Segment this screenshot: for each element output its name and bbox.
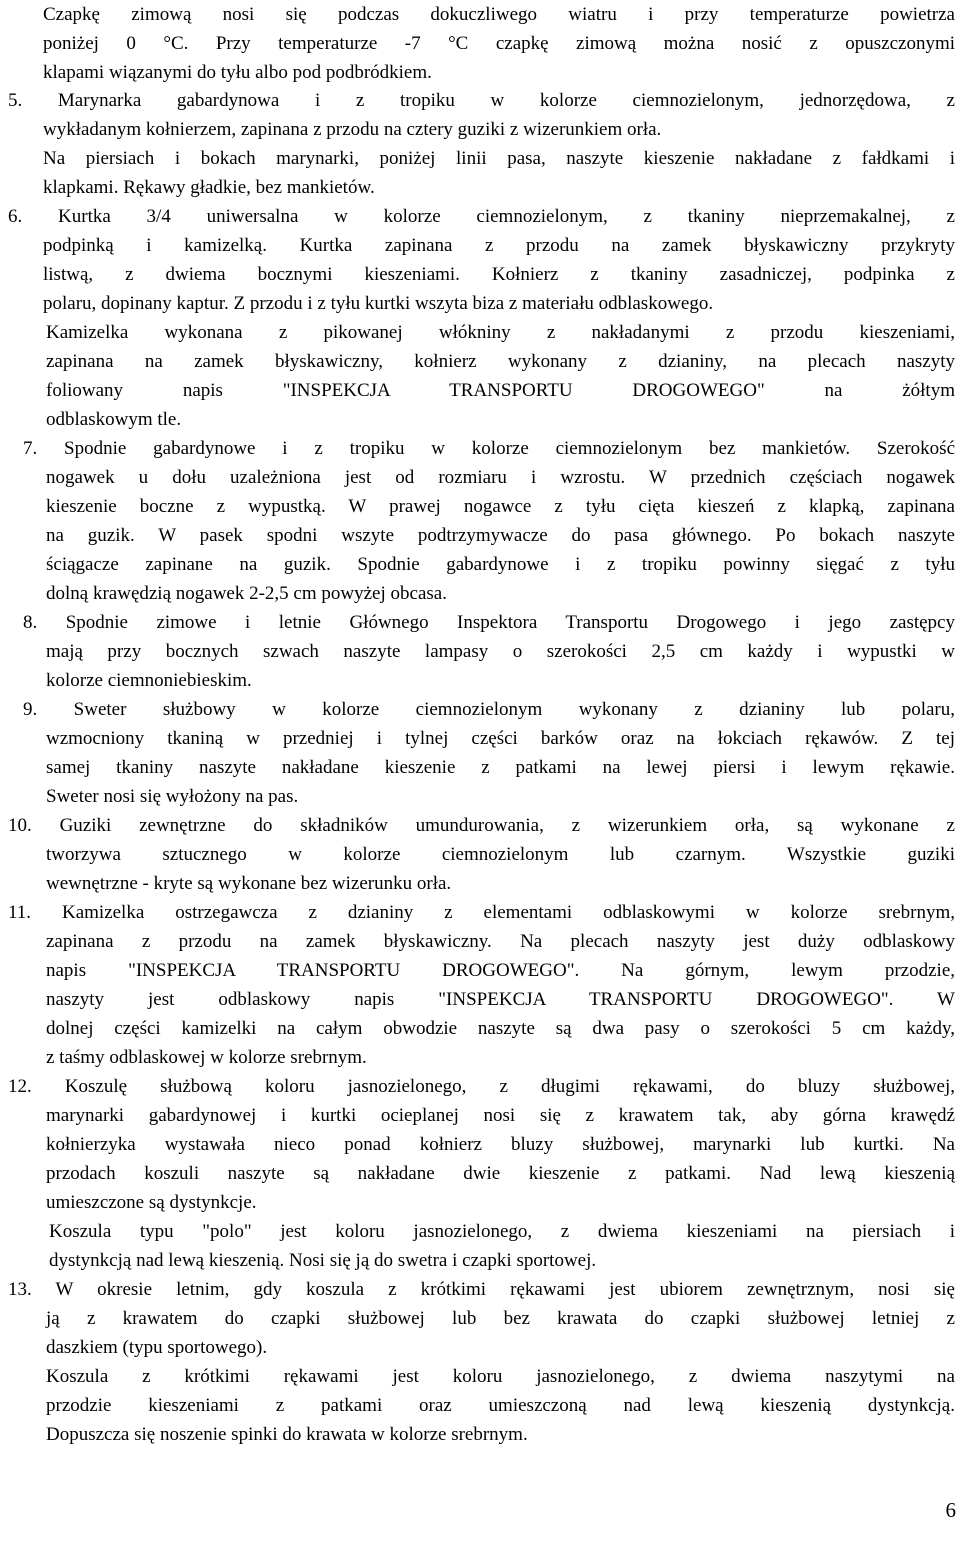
- text-line: napis "INSPEKCJA TRANSPORTU DROGOWEGO". Na górnym, lewym przodzie,: [46, 960, 955, 981]
- text-line: Kamizelka wykonana z pikowanej włókniny z nakładanymi z przodu kieszeniami,: [46, 322, 955, 343]
- text-line: z taśmy odblaskowej w kolorze srebrnym.: [46, 1047, 367, 1068]
- list-item-10: 10. Guziki zewnętrzne do składników umundurowania, z wizerunkiem orła, są wykonane z: [8, 815, 955, 836]
- list-item-6: 6. Kurtka 3/4 uniwersalna w kolorze ciemnozielonym, z tkaniny nieprzemakalnej, z: [8, 206, 955, 227]
- text-line: foliowany napis "INSPEKCJA TRANSPORTU DROGOWEGO" na żółtym: [46, 380, 955, 401]
- text-line: odblaskowym tle.: [46, 409, 182, 430]
- list-item-12: 12. Koszulę służbową koloru jasnozielonego, z długimi rękawami, do bluzy służbowej,: [8, 1076, 955, 1097]
- text-line: umieszczone są dystynkcje.: [46, 1192, 257, 1213]
- text-line: kieszenie boczne z wypustką. W prawej nogawce z tyłu cięta kieszeń z klapką, zapinana: [46, 496, 955, 517]
- text-line: dystynkcją nad lewą kieszenią. Nosi się ją do swetra i czapki sportowej.: [49, 1250, 597, 1271]
- text-line: zapinana z przodu na zamek błyskawiczny. Na plecach naszyty jest duży odblaskowy: [46, 931, 955, 952]
- text-line: klapami wiązanymi do tyłu albo pod podbródkiem.: [43, 62, 432, 83]
- text-line: Dopuszcza się noszenie spinki do krawata w kolorze srebrnym.: [46, 1424, 528, 1445]
- list-item-8: 8. Spodnie zimowe i letnie Głównego Inspektora Transportu Drogowego i jego zastępcy: [23, 612, 955, 633]
- text-line: przodach koszuli naszyte są nakładane dwie kieszenie z patkami. Nad lewą kieszenią: [46, 1163, 955, 1184]
- text-line: kolorze ciemnoniebieskim.: [46, 670, 252, 691]
- text-line: wykładanym kołnierzem, zapinana z przodu na cztery guziki z wizerunkiem orła.: [43, 119, 662, 140]
- text-line: Koszula typu "polo" jest koloru jasnozielonego, z dwiema kieszeniami na piersiach i: [49, 1221, 955, 1242]
- text-line: Na piersiach i bokach marynarki, poniżej linii pasa, naszyte kieszenie nakładane z fałdkami i: [43, 148, 955, 169]
- text-line: przodzie kieszeniami z patkami oraz umieszczoną nad lewą kieszenią dystynkcją.: [46, 1395, 955, 1416]
- text-line: listwą, z dwiema bocznymi kieszeniami. Kołnierz z tkaniny zasadniczej, podpinka z: [43, 264, 955, 285]
- text-line: zapinana na zamek błyskawiczny, kołnierz wykonany z dzianiny, na plecach naszyty: [46, 351, 955, 372]
- text-line: mają przy bocznych szwach naszyte lampasy o szerokości 2,5 cm każdy i wypustki w: [46, 641, 955, 662]
- page-number: 6: [945, 1498, 956, 1522]
- text-line: naszyty jest odblaskowy napis "INSPEKCJA TRANSPORTU DROGOWEGO". W: [46, 989, 955, 1010]
- text-line: Sweter nosi się wyłożony na pas.: [46, 786, 299, 807]
- text-line: kołnierzyka wystawała nieco ponad kołnierz bluzy służbowej, marynarki lub kurtki. Na: [46, 1134, 955, 1155]
- text-line: ściągacze zapinane na guzik. Spodnie gabardynowe i z tropiku powinny sięgać z tyłu: [46, 554, 955, 575]
- text-line: klapkami. Rękawy gładkie, bez mankietów.: [43, 177, 375, 198]
- text-line: polaru, dopinany kaptur. Z przodu i z tyłu kurtki wszyta biza z materiału odblaskowego.: [43, 293, 714, 314]
- text-line: poniżej 0 °C. Przy temperaturze -7 °C czapkę zimową można nosić z opuszczonymi: [43, 33, 955, 54]
- text-line: na guzik. W pasek spodni wszyte podtrzymywacze do pasa głównego. Po bokach naszyte: [46, 525, 955, 546]
- text-line: wzmocniony tkaniną w przedniej i tylnej części barków oraz na łokciach rękawów. Z tej: [46, 728, 955, 749]
- text-line: Koszula z krótkimi rękawami jest koloru jasnozielonego, z dwiema naszytymi na: [46, 1366, 955, 1387]
- text-line: wewnętrzne - kryte są wykonane bez wizerunku orła.: [46, 873, 452, 894]
- text-line: marynarki gabardynowej i kurtki ocieplanej nosi się z krawatem tak, aby górna krawędź: [46, 1105, 955, 1126]
- text-line: dolną krawędzią nogawek 2-2,5 cm powyżej obcasa.: [46, 583, 447, 604]
- text-line: tworzywa sztucznego w kolorze ciemnozielonym lub czarnym. Wszystkie guziki: [46, 844, 955, 865]
- list-item-13: 13. W okresie letnim, gdy koszula z krótkimi rękawami jest ubiorem zewnętrznym, nosi się: [8, 1279, 955, 1300]
- text-line: dolnej części kamizelki na całym obwodzie naszyte są dwa pasy o szerokości 5 cm każdy,: [46, 1018, 955, 1039]
- text-line: Czapkę zimową nosi się podczas dokuczliwego wiatru i przy temperaturze powietrza: [43, 4, 955, 25]
- list-item-11: 11. Kamizelka ostrzegawcza z dzianiny z elementami odblaskowymi w kolorze srebrnym,: [8, 902, 955, 923]
- list-item-9: 9. Sweter służbowy w kolorze ciemnozielonym wykonany z dzianiny lub polaru,: [23, 699, 955, 720]
- text-line: ją z krawatem do czapki służbowej lub bez krawata do czapki służbowej letniej z: [46, 1308, 955, 1329]
- text-line: samej tkaniny naszyte nakładane kieszenie z patkami na lewej piersi i lewym rękawie.: [46, 757, 955, 778]
- text-line: podpinką i kamizelką. Kurtka zapinana z przodu na zamek błyskawiczny przykryty: [43, 235, 955, 256]
- text-line: daszkiem (typu sportowego).: [46, 1337, 268, 1358]
- text-line: nogawek u dołu uzależniona jest od rozmiaru i wzrostu. W przednich częściach nogawek: [46, 467, 955, 488]
- list-item-5: 5. Marynarka gabardynowa i z tropiku w kolorze ciemnozielonym, jednorzędowa, z: [8, 90, 955, 111]
- list-item-7: 7. Spodnie gabardynowe i z tropiku w kolorze ciemnozielonym bez mankietów. Szerokość: [23, 438, 955, 459]
